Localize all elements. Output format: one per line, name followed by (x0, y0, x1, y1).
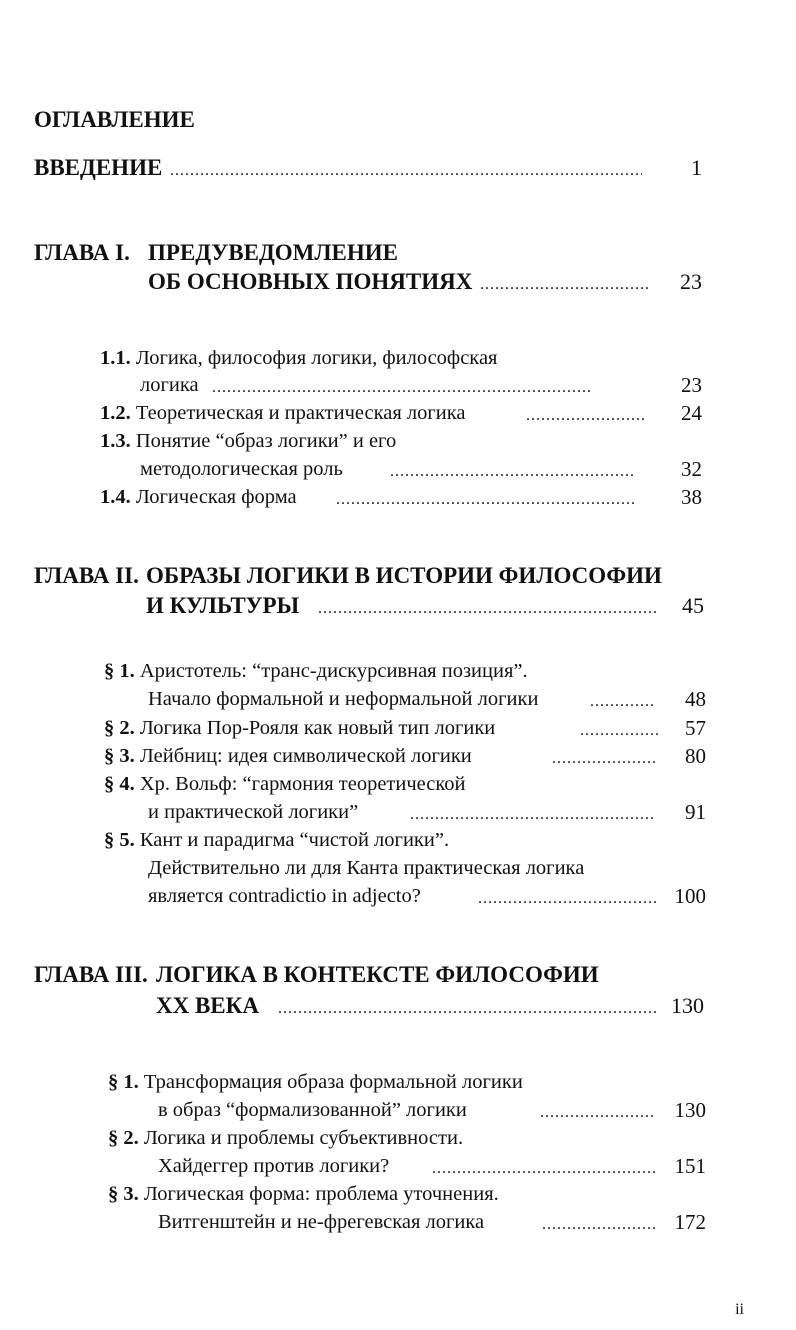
section-title-cont: логика (140, 374, 199, 396)
section-page: 32 (681, 457, 702, 481)
section-page: 100 (674, 884, 706, 908)
section-title: Логическая форма (135, 486, 297, 508)
chapter-2-label: ГЛАВА II. (34, 563, 139, 588)
page-folio: ii (735, 1301, 744, 1318)
chapter-1-title: ПРЕДУВЕДОМЛЕНИЕ (148, 240, 398, 265)
dot-leader (542, 1217, 656, 1233)
section-title: Аристотель: “транс-дискурсивная позиция”. (139, 660, 528, 682)
dot-leader (212, 380, 592, 396)
dot-leader (170, 163, 642, 179)
section-title: Кант и парадигма “чистой логики”. (139, 829, 450, 851)
section-page: 80 (685, 744, 706, 768)
intro-label: ВВЕДЕНИЕ (34, 155, 163, 180)
section-title-cont: Начало формальной и неформальной логики (148, 688, 539, 710)
section-title-cont: Хайдеггер против логики? (158, 1155, 390, 1177)
chapter-2-title-cont: И КУЛЬТУРЫ (146, 593, 300, 618)
section-number: 1.4. (100, 486, 131, 508)
section-title: Логика, философия логики, философская (135, 347, 498, 369)
section-page: 172 (674, 1210, 706, 1234)
chapter-3-page: 130 (671, 993, 704, 1018)
chapter-1-title-cont: ОБ ОСНОВНЫХ ПОНЯТИЯХ (148, 269, 473, 294)
section-number: 1.2. (100, 402, 131, 424)
chapter-1-page: 23 (680, 269, 702, 294)
section-title-cont: является contradictio in adjecto? (148, 885, 421, 907)
section-title: Хр. Вольф: “гармония теоретической (139, 773, 466, 795)
section-title-cont: Витгенштейн и не-фрегевская логика (158, 1211, 485, 1233)
section-title: Логическая форма: проблема уточнения. (143, 1183, 499, 1205)
section-page: 57 (685, 716, 706, 740)
section-number: § 3. (108, 1183, 139, 1205)
section-title-cont: в образ “формализованной” логики (158, 1099, 467, 1121)
section-title-cont: и практической логики” (148, 801, 359, 823)
chapter-1-label: ГЛАВА I. (34, 240, 130, 265)
section-title-cont: методологическая роль (140, 458, 343, 480)
section-number: 1.1. (100, 347, 131, 369)
section-title: Логика Пор-Рояля как новый тип логики (139, 717, 496, 739)
section-page: 24 (681, 401, 702, 425)
section-number: § 3. (104, 745, 135, 767)
section-title: Лейбниц: идея символической логики (139, 745, 472, 767)
section-number: 1.3. (100, 430, 131, 452)
dot-leader (540, 1105, 654, 1121)
dot-leader (336, 492, 636, 508)
section-number: § 2. (108, 1127, 139, 1149)
section-title: Трансформация образа формальной логики (143, 1071, 523, 1093)
section-page: 130 (674, 1098, 706, 1122)
section-page: 38 (681, 485, 702, 509)
section-number: § 1. (104, 660, 135, 682)
section-number: § 5. (104, 829, 135, 851)
chapter-3-title: ЛОГИКА В КОНТЕКСТЕ ФИЛОСОФИИ (156, 962, 599, 987)
dot-leader (410, 807, 654, 823)
section-title: Логика и проблемы субъективности. (143, 1127, 464, 1149)
section-number: § 4. (104, 773, 135, 795)
chapter-2-page: 45 (682, 593, 704, 618)
section-page: 151 (674, 1154, 706, 1178)
dot-leader (478, 891, 658, 907)
section-number: § 2. (104, 717, 135, 739)
dot-leader (480, 277, 648, 293)
dot-leader (390, 464, 636, 480)
section-page: 91 (685, 800, 706, 824)
chapter-3-title-cont: XX ВЕКА (156, 993, 259, 1018)
section-page: 23 (681, 373, 702, 397)
dot-leader (432, 1161, 656, 1177)
section-title: Теоретическая и практическая логика (135, 402, 466, 424)
chapter-2-title: ОБРАЗЫ ЛОГИКИ В ИСТОРИИ ФИЛОСОФИИ (146, 563, 662, 588)
chapter-3-label: ГЛАВА III. (34, 962, 148, 987)
toc-title: ОГЛАВЛЕНИЕ (34, 107, 195, 132)
dot-leader (526, 408, 646, 424)
section-title-cont: Действительно ли для Канта практическая логика (148, 857, 585, 879)
dot-leader (318, 601, 658, 617)
dot-leader (278, 1001, 658, 1017)
section-title: Понятие “образ логики” и его (135, 430, 397, 452)
intro-page: 1 (691, 155, 702, 180)
section-number: § 1. (108, 1071, 139, 1093)
section-page: 48 (685, 687, 706, 711)
